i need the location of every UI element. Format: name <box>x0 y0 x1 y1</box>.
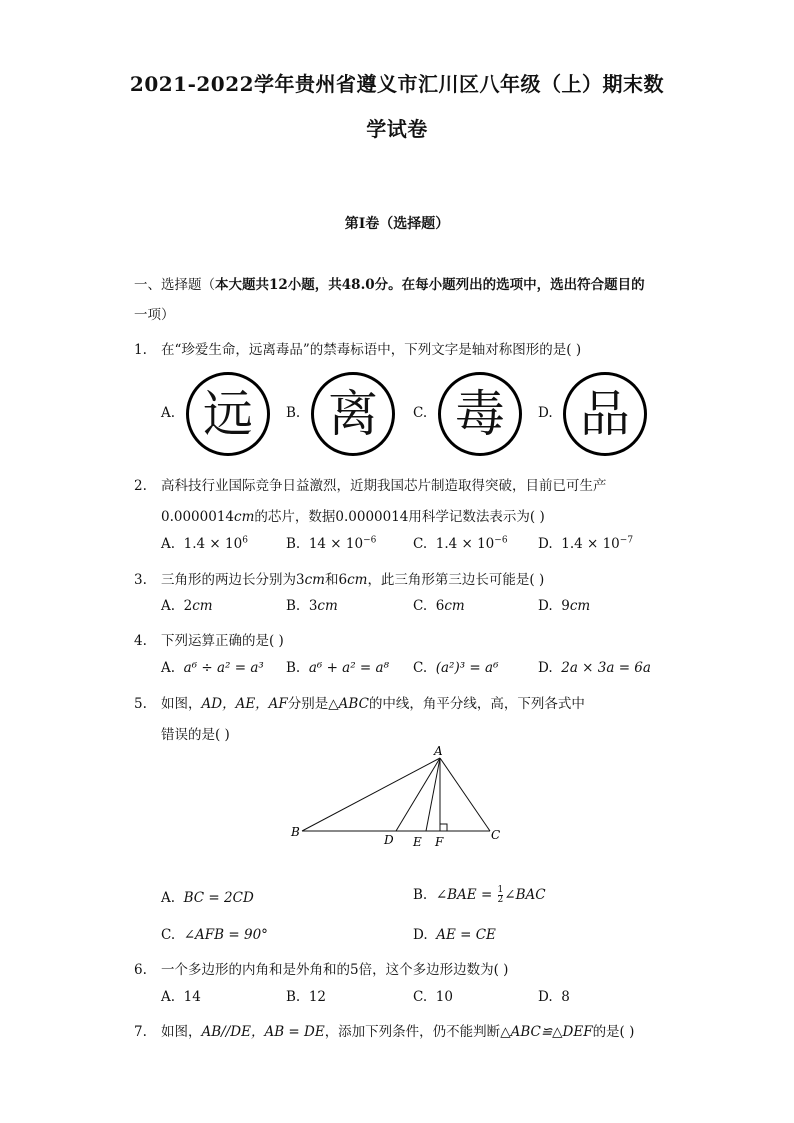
option-expression: a⁶ ÷ a² = a³ <box>183 660 264 676</box>
option-unit: cm <box>444 598 465 614</box>
option-unit: cm <box>317 598 338 614</box>
q2-option-d <box>538 536 633 552</box>
question-4 <box>134 629 284 649</box>
q6-option-a <box>161 989 201 1005</box>
option-label: D. <box>413 927 428 943</box>
option-b-char: 离 <box>311 372 395 456</box>
right-angle-mark <box>440 824 447 831</box>
option-base: 1.4 × 10 <box>435 536 495 552</box>
part-heading: 第I卷（选择题） <box>344 216 450 232</box>
question-5-line2: 错误的是( ) <box>161 727 230 743</box>
triangle-figure <box>280 740 520 850</box>
option-expression: (a²)³ = a⁶ <box>435 660 499 676</box>
exam-title-line1: 2021-2022学年贵州省遵义市汇川区八年级（上）期末数 <box>129 72 665 96</box>
option-label: B. <box>286 598 301 614</box>
question-text: 三角形的两边长分别为3 <box>161 572 305 588</box>
option-expression: BC = 2CD <box>183 890 254 906</box>
question-1 <box>134 338 581 358</box>
option-label: B. <box>413 887 428 903</box>
option-expression: ∠BAC <box>504 887 546 903</box>
question-3 <box>134 568 544 588</box>
option-label: A. <box>161 536 176 552</box>
option-base: 1.4 × 10 <box>183 536 243 552</box>
option-label: B. <box>286 660 301 676</box>
question-text: 如图， <box>161 1024 202 1040</box>
option-d-char: 品 <box>563 372 647 456</box>
vertex-a-label: A <box>434 744 443 758</box>
question-number: 3. <box>134 572 147 588</box>
section-instructions: 本大题共12小题，共48.0分。在每小题列出的选项中，选出符合题目的 <box>215 277 645 293</box>
unit: cm <box>304 572 325 588</box>
q5-option-b <box>413 886 546 905</box>
question-text-line1: 高科技行业国际竞争日益激烈，近期我国芯片制造取得突破，目前已可生产 <box>161 478 607 494</box>
option-b-label: B. <box>286 405 301 421</box>
q6-option-b <box>286 989 326 1005</box>
option-label: C. <box>413 989 428 1005</box>
option-base: 14 × 10 <box>308 536 364 552</box>
fraction <box>498 886 504 905</box>
option-label: D. <box>538 660 553 676</box>
q4-option-c <box>413 660 499 676</box>
option-exponent: −7 <box>619 535 634 546</box>
option-base: 1.4 × 10 <box>561 536 620 552</box>
option-label: A. <box>161 989 176 1005</box>
question-text: 一个多边形的内角和是外角和的5倍，这个多边形边数为( ) <box>161 962 509 978</box>
section-prefix: 一、选择题（ <box>134 277 215 293</box>
q3-option-b <box>286 598 338 614</box>
question-5 <box>134 692 585 712</box>
option-c-char: 毒 <box>438 372 522 456</box>
option-label: A. <box>161 660 176 676</box>
question-2 <box>134 474 607 494</box>
q4-option-b <box>286 660 389 676</box>
option-label: A. <box>161 890 176 906</box>
option-value: 10 <box>435 989 453 1005</box>
question-text: ，此三角形第三边长可能是( ) <box>367 572 545 588</box>
q6-option-d <box>538 989 570 1005</box>
option-exponent: −6 <box>363 535 377 546</box>
option-unit: cm <box>569 598 591 614</box>
option-expression: a⁶ + a² = a⁸ <box>308 660 389 676</box>
q3-option-c <box>413 598 465 614</box>
q4-option-d <box>538 660 651 676</box>
question-text: 如图， <box>161 696 202 712</box>
question-number: 6. <box>134 962 147 978</box>
fraction-numerator: 1 <box>497 885 504 895</box>
q5-option-c <box>161 927 268 943</box>
question-text: 的中线，角平分线，高，下列各式中 <box>368 696 585 712</box>
congruence-expression: △ABC≌△DEF <box>500 1024 593 1040</box>
option-label: B. <box>286 989 301 1005</box>
option-label: A. <box>161 598 176 614</box>
option-expression: ∠AFB = 90° <box>183 927 268 943</box>
option-unit: cm <box>192 598 213 614</box>
number-value: 0.0000014 <box>161 509 235 525</box>
question-number: 5. <box>134 696 147 712</box>
question-6 <box>134 958 508 978</box>
question-text: 分别是 <box>287 696 329 712</box>
vertex-b-label: B <box>291 825 300 839</box>
section-heading <box>134 270 674 330</box>
question-number: 7. <box>134 1024 147 1040</box>
q2-option-b <box>286 536 376 552</box>
option-value: 2 <box>183 598 193 614</box>
option-label: D. <box>538 598 553 614</box>
segment-ac <box>440 758 490 831</box>
option-value: 3 <box>308 598 318 614</box>
q5-option-d <box>413 927 496 943</box>
question-7 <box>134 1020 634 1040</box>
option-expression: ∠BAE = <box>435 887 497 903</box>
option-value: 14 <box>183 989 201 1005</box>
option-label: B. <box>286 536 301 552</box>
question-number: 1. <box>134 342 147 358</box>
q2-option-c <box>413 536 508 552</box>
exam-title-line2: 学试卷 <box>366 117 428 141</box>
question-text-line2: 的芯片，数据0.0000014用科学记数法表示为( ) <box>254 509 545 525</box>
q2-option-a <box>161 536 248 552</box>
option-label: D. <box>538 536 553 552</box>
question-text: 下列运算正确的是( ) <box>161 633 284 649</box>
option-label: C. <box>413 598 428 614</box>
option-exponent: −6 <box>494 535 508 546</box>
option-value: 8 <box>561 989 570 1005</box>
option-label: C. <box>413 536 428 552</box>
option-value: 9 <box>561 598 570 614</box>
q5-option-a <box>161 890 254 906</box>
point-d-label: D <box>384 833 394 847</box>
segment-ab <box>302 758 440 831</box>
question-text: 在“珍爱生命，远离毒品”的禁毒标语中，下列文字是轴对称图形的是( ) <box>161 342 582 358</box>
question-text: 的是( ) <box>592 1024 635 1040</box>
option-expression: 2a × 3a = 6a <box>561 660 651 676</box>
option-label: D. <box>538 989 553 1005</box>
question-number: 2. <box>134 478 147 494</box>
option-expression: AE = CE <box>436 927 496 943</box>
vertex-c-label: C <box>491 828 501 842</box>
unit: cm <box>234 509 255 525</box>
question-2-line2 <box>161 505 545 525</box>
option-label: C. <box>161 927 176 943</box>
variables: AD，AE，AF <box>201 696 288 712</box>
q3-option-d <box>538 598 590 614</box>
question-text: 和6 <box>324 572 348 588</box>
option-c-label: C. <box>413 405 428 421</box>
fraction-denominator: 2 <box>497 895 504 905</box>
triangle-name: △ABC <box>328 696 369 712</box>
option-label: C. <box>413 660 428 676</box>
option-a-char: 远 <box>186 372 270 456</box>
point-f-label: F <box>435 835 444 849</box>
q6-option-c <box>413 989 453 1005</box>
option-value: 6 <box>435 598 445 614</box>
question-number: 4. <box>134 633 147 649</box>
option-d-label: D. <box>538 405 553 421</box>
question-text: ，添加下列条件，仍不能判断 <box>324 1024 501 1040</box>
option-value: 12 <box>308 989 326 1005</box>
condition-expression: AB//DE，AB = DE <box>201 1024 325 1040</box>
q4-option-a <box>161 660 264 676</box>
option-exponent: 6 <box>242 535 248 546</box>
section-instructions-end: 一项） <box>134 307 175 323</box>
q3-option-a <box>161 598 213 614</box>
unit: cm <box>347 572 368 588</box>
point-e-label: E <box>413 835 422 849</box>
option-a-label: A. <box>161 405 176 421</box>
